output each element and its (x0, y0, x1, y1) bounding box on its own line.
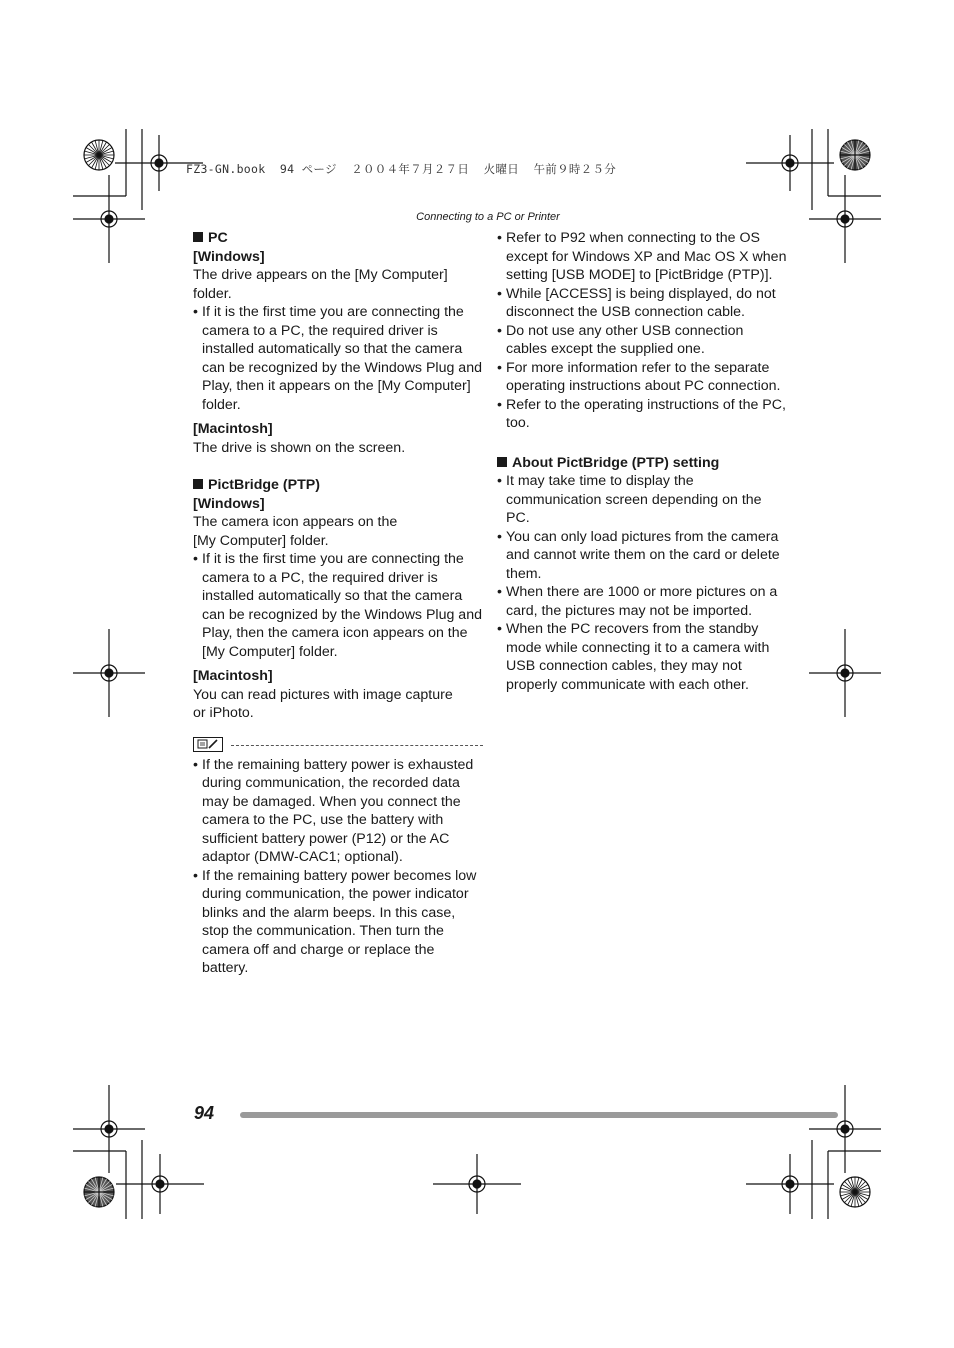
ptp-windows-list (193, 550, 483, 661)
page-number: 94 (194, 1103, 215, 1123)
registration-wheel-icon (84, 140, 114, 170)
page-footer-bar (240, 1112, 838, 1118)
list-item: • Refer to the operating instructions of the PC, too. (497, 396, 787, 433)
crosshair-mark-icon (746, 1154, 834, 1214)
pc-heading: PC (193, 229, 483, 248)
registration-wheel-icon (84, 1177, 114, 1207)
about-heading: About PictBridge (PTP) setting (497, 454, 787, 473)
list-item: • Refer to P92 when connecting to the OS except for Windows XP and Mac OS X when setting [USB MODE] to [PictBridge (PTP)]. (497, 229, 787, 285)
list-item: • When there are 1000 or more pictures on a card, the pictures may not be imported. (497, 583, 787, 620)
list-item: • For more information refer to the separate operating instructions about PC connection. (497, 359, 787, 396)
crosshair-mark-icon (433, 1154, 521, 1214)
registration-wheel-icon (840, 140, 870, 170)
list-item: • If the remaining battery power is exhausted during communication, the recorded data may be damaged. When you connect the camera to the PC, use the battery with sufficient battery power (P12) or the AC adaptor (DMW-CAC1; optional). (193, 756, 483, 867)
note-list (193, 756, 483, 978)
print-header: FZ3-GN.book 94 ページ ２００４年７月２７日 火曜日 午前９時２５分 (186, 162, 617, 176)
about-list (497, 472, 787, 694)
list-item: • If the remaining battery power becomes low during communication, the power indicator blinks and the alarm beeps. In this case, stop the communication. Then turn the camera off and charge or replace the battery. (193, 867, 483, 978)
square-bullet-icon (193, 479, 203, 489)
crosshair-mark-icon (73, 629, 145, 717)
left-column (193, 229, 483, 978)
pc-windows-label: [Windows] (193, 248, 265, 265)
square-bullet-icon (497, 457, 507, 467)
list-item: • You can only load pictures from the camera and cannot write them on the card or delete them. (497, 528, 787, 584)
pc-mac-text: The drive is shown on the screen. (193, 439, 406, 456)
pc-mac-label: [Macintosh] (193, 421, 273, 437)
note-pencil-icon (193, 737, 223, 752)
list-item: • When the PC recovers from the standby mode while connecting it to a camera with USB connection cables, they may not properly communicate with each other. (497, 620, 787, 694)
crosshair-mark-icon (73, 1085, 145, 1173)
ptp-windows-text: The camera icon appears on the [My Computer] folder. (193, 514, 398, 549)
ptp-windows-label: [Windows] (193, 495, 265, 512)
crosshair-mark-icon (809, 1085, 881, 1173)
pc-notes-list (497, 229, 787, 433)
right-column (497, 229, 787, 694)
ptp-mac-text: You can read pictures with image capture or iPhoto. (193, 686, 453, 721)
section-header-text: Connecting to a PC or Printer (416, 211, 560, 223)
crosshair-mark-icon (809, 629, 881, 717)
pc-windows-list (193, 303, 483, 414)
section-header (0, 211, 954, 223)
ptp-heading: PictBridge (PTP) (193, 476, 483, 495)
list-item: • If it is the first time you are connecting the camera to a PC, the required driver is installed automatically so that the camera can be recognized by the Windows Plug and Play, then it appears on the [My Computer] folder. (193, 303, 483, 414)
crosshair-mark-icon (116, 1154, 204, 1214)
registration-wheel-icon (840, 1177, 870, 1207)
square-bullet-icon (193, 232, 203, 242)
list-item: • It may take time to display the communication screen depending on the PC. (497, 472, 787, 528)
ptp-mac-label: [Macintosh] (193, 668, 273, 684)
dashed-rule (231, 745, 483, 746)
note-divider (193, 736, 483, 754)
crosshair-mark-icon (746, 135, 834, 191)
list-item: • Do not use any other USB connection cables except the supplied one. (497, 322, 787, 359)
pc-windows-text: The drive appears on the [My Computer] folder. (193, 267, 448, 302)
list-item: • If it is the first time you are connecting the camera to a PC, the required driver is installed automatically so that the camera can be recognized by the Windows Plug and Play, then the camera icon appears on the [My Computer] folder. (193, 550, 483, 661)
list-item: • While [ACCESS] is being displayed, do not disconnect the USB connection cable. (497, 285, 787, 322)
